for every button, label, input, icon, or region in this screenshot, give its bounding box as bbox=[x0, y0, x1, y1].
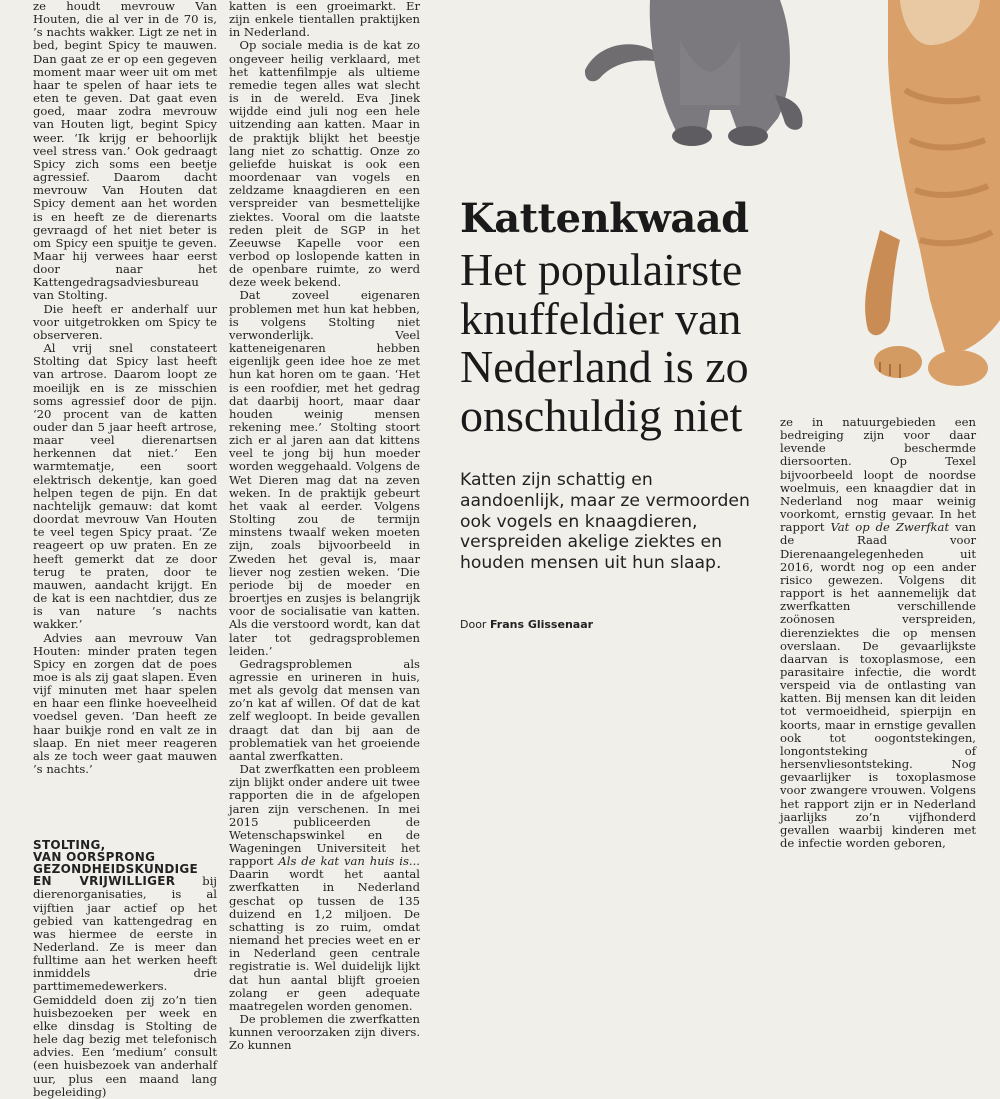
paragraph: Al vrij snel constateert Stolting dat Spicy last heeft van artrose. Daarom loopt ze moeilijk en is ze misschien soms agressief door de pijn. ‘20 procent van de katten ouder dan 5 jaar heeft artrose, maar veel dierenartsen herkennen dat niet.’ Een warmtematje, een soort elektrisch dekentje, kan goed helpen tegen de pijn. En dat nachtelijk gemauw: dat komt doordat mevrouw Van Houten te veel tegen Spicy praat. ‘Ze reageert op uw praten. En ze heeft gemerkt dat ze door terug te praten, door te mauwen, aandacht krijgt. En de kat is een nachtdier, dus ze is van nature ’s nachts wakker.’ bbox=[33, 341, 217, 632]
paragraph-text: van de Raad voor Dierenaangelegenheden uit 2016, wordt nog op een ander risico gewezen. Volgens dit rapport is het aannemelijk dat zwerfkatten verschillende zoönosen verspreiden, dierenziektes die op mensen overslaan. De gevaarlijkste daarvan is toxoplasmose, een parasitaire infectie, die wordt verspeid via de ontlasting van katten. Bij mensen kan dit leiden tot vermoeidheid, spierpijn en koorts, maar in ernstige gevallen ook tot oogontstekingen, longontsteking of hersenvliesontsteking. Nog gevaarlijker is toxoplasmose voor zwangere vrouwen. Volgens het rapport zijn er in Nederland jaarlijks zo’n vijfhonderd gevallen waarbij kinderen met de infectie worden geboren, bbox=[780, 520, 977, 850]
section-heading-line: GEZONDHEIDSKUNDIGE bbox=[33, 862, 199, 877]
byline-author: Frans Glissenaar bbox=[489, 618, 594, 631]
paragraph: katten is een groeimarkt. Er zijn enkele tientallen praktijken in Nederland. bbox=[229, 0, 420, 40]
paragraph bbox=[780, 416, 976, 850]
section-heading-line: STOLTING, bbox=[33, 838, 106, 853]
paragraph: Dat zoveel eigenaren problemen met hun kat hebben, is volgens Stolting niet verwonderlijk. Veel katteneigenaren hebben eigenlijk geen idee hoe ze met hun kat horen om te gaan. ‘Het is een roofdier, met het gedrag dat daarbij hoort, maar daar houden weinig mensen rekening mee.’ Stolting stoort zich er al jaren aan dat kittens veel te jong bij hun moeder worden weggehaald. Volgens de Wet Dieren mag dat na zeven weken. In de praktijk gebeurt het vaak al eerder. Volgens Stolting zou de termijn minstens twaalf weken moeten zijn, zoals bijvoorbeeld in Zweden het geval is, maar liever nog zestien weken. ‘Die periode bij de moeder en broertjes en zusjes is belangrijk voor de socialisatie van katten. Als die verstoord wordt, kan dat later tot gedragsproblemen leiden.’ bbox=[229, 288, 420, 658]
paragraph bbox=[229, 763, 420, 1013]
paragraph-text: bij dierenorganisaties, is al vijftien jaar actief op het gebied van kattengedrag en was hiermee de eerste in Nederland. Ze is meer dan fulltime aan het werken heeft inmiddels drie parttimemedewerkers. Gemiddeld doen zij zo’n tien huisbezoeken per week en elke dinsdag is Stolting de hele dag bezig met telefonisch advies. Een ‘medium’ consult (een huisbezoek van anderhalf uur, plus een maand lang begeleiding) bbox=[33, 874, 218, 1099]
paragraph: De problemen die zwerfkatten kunnen veroorzaken zijn divers. Zo kunnen bbox=[229, 1012, 420, 1053]
ginger-cat-photo bbox=[860, 0, 1000, 400]
paragraph: Op sociale media is de kat zo ongeveer heilig verklaard, met het kattenfilmpje als ultieme remedie tegen alles wat slecht is in de wereld. Eva Jinek wijdde eind juli nog een hele uitzending aan katten. Maar in de praktijk blijkt het beestje lang niet zo schattig. Onze zo geliefde huiskat is ook een moordenaar van vogels en zeldzame knaagdieren en een verspreider van besmettelijke ziektes. Vooral om die laatste reden pleit de SGP in het Zeeuwse Kapelle voor een verbod op loslopende katten in de openbare ruimte, zo werd deze week bekend. bbox=[229, 38, 420, 290]
byline bbox=[460, 618, 593, 631]
section-heading bbox=[33, 839, 217, 875]
kicker-heading: Kattenkwaad bbox=[460, 195, 749, 242]
paragraph-text: Daarin wordt het aantal zwerfkatten in Nederland geschat op tussen de 135 duizend en 1,2 miljoen. De schatting is zo ruim, omdat niemand het precies weet en er in Nederland geen centrale registratie is. Wel duidelijk lijkt dat hun aantal blijft groeien zolang er geen adequate maatregelen worden genomen. bbox=[229, 867, 420, 1013]
article-column-3 bbox=[780, 415, 977, 850]
paragraph: Gedragsproblemen als agressie en urineren in huis, met als gevolg dat mensen van zo’n kat af willen. Of dat de kat zelf wegloopt. In beide gevallen draagt dat dan bij aan de problematiek van het groeiende aantal zwerfkatten. bbox=[229, 656, 420, 763]
paragraph bbox=[33, 875, 217, 1099]
section-heading-line: VAN OORSPRONG bbox=[33, 850, 156, 865]
paragraph: Advies aan mevrouw Van Houten: minder praten tegen Spicy en zorgen dat de poes moe is als zij gaat slapen. Even vijf minuten met haar spelen en haar een flinke hoeveelheid voedsel geven. ‘Dan heeft ze haar buikje rond en valt ze in slaap. En niet meer reageren als ze toch weer gaat mauwen ’s nachts.’ bbox=[33, 630, 217, 777]
byline-prefix: Door bbox=[460, 618, 487, 631]
lede: Katten zijn schattig en aandoenlijk, maar ze vermoorden ook vogels en knaagdieren, verspreiden akelige ziektes en houden mensen uit hun slaap. bbox=[460, 470, 750, 574]
paragraph-text: ze in natuurgebieden een bedreiging zijn voor daar levende beschermde diersoorten. Op Texel bijvoorbeeld loopt de noordse woelmuis, een knaagdier dat in Nederland nog maar weinig voorkomt, ernstig gevaar. In het rapport bbox=[780, 415, 976, 535]
article-column-2 bbox=[229, 0, 420, 1053]
headline: Het populairste knuffeldier van Nederland is zo onschuldig niet bbox=[460, 244, 749, 441]
report-title: Als de kat van huis is... bbox=[278, 854, 420, 869]
paragraph: ze houdt mevrouw Van Houten, die al ver in de 70 is, ’s nachts wakker. Ligt ze net in bed, begint Spicy te mauwen. Dan gaat ze er op een gegeven moment maar weer uit om met haar te spelen of haar iets te eten te geven. Dat gaat even goed, maar zodra mevrouw van Houten ligt, begint Spicy weer. ‘Ik krijg er behoorlijk veel stress van.’ Ook gedraagt Spicy zich soms een beetje agressief. Daarom dacht mevrouw Van Houten dat Spicy dement aan het worden is en heeft ze de dierenarts gevraagd of het niet beter is om Spicy een spuitje te geven. Maar hij verwees haar eerst door naar het Kattengedragsadviesbureau van Stolting. bbox=[33, 0, 217, 303]
section-heading-line: EN VRIJWILLIGER bbox=[33, 874, 176, 889]
report-title: Vat op de Zwerfkat bbox=[830, 520, 950, 535]
paragraph: Die heeft er anderhalf uur voor uitgetrokken om Spicy te observeren. bbox=[33, 301, 217, 342]
paragraph-text: Dat zwerfkatten een probleem zijn blijkt onder andere uit twee rapporten die in de afgelopen jaren zijn verschenen. In mei 2015 publiceerden de Wetenschapswinkel en de Wageningen Universiteit het rapport bbox=[229, 762, 420, 869]
grey-cat-photo bbox=[580, 0, 830, 150]
article-column-1 bbox=[33, 0, 218, 1099]
